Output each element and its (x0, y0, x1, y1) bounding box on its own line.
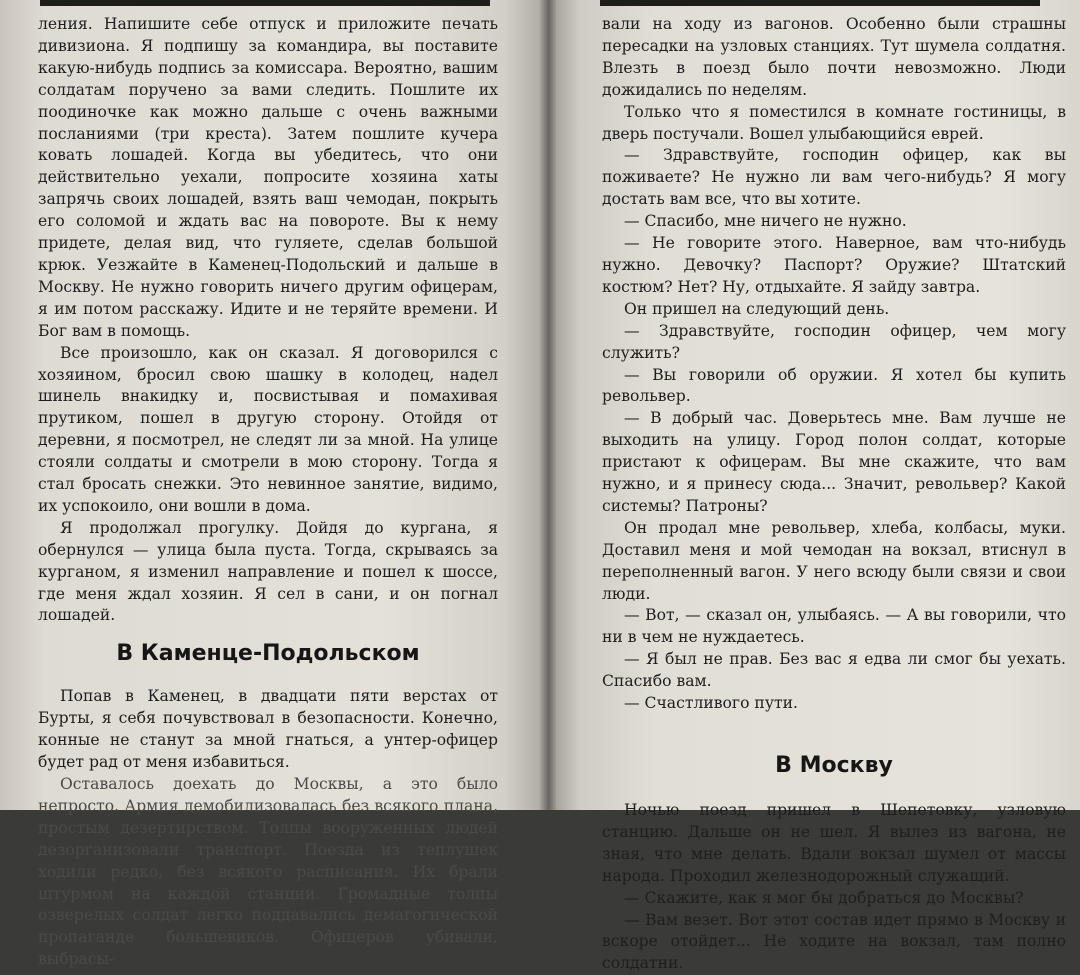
dialogue-line: — Вы говорили об оружии. Я хотел бы купить револьвер. (602, 365, 1066, 406)
section-heading-kamenets: В Каменце-Подольском (116, 641, 420, 667)
dialogue-line: — Спасибо, мне ничего не нужно. (624, 212, 907, 231)
left-top-rule (40, 0, 490, 6)
left-paragraph-2: Все произошло, как он сказал. Я договорился с хозяином, бросил свою шашку в колодец, надел шинель внакидку и, посвистывая и помахивая прутиком, пошел в другую сторону. Отойдя от деревни, я посмотрел, не следят ли за мной. На улице стояли солдаты и смотрели в мою сторону. Тогда я стал бросать снежки. Это невинное занятие, видимо, их успокоило, они вошли в дома. (38, 343, 498, 515)
right-intro-paragraph: вали на ходу из вагонов. Особенно были страшны пересадки на узловых станциях. Тут шумела солдатня. Влезть в поезд было почти невозможно. Люди дожидались по неделям. (602, 15, 1066, 99)
section-heading-moscow: В Москву (775, 753, 893, 778)
right-paragraph-2: Только что я поместился в комнате гостиницы, в дверь постучали. Вошел улыбающийся еврей. (602, 102, 1066, 143)
right-paragraph-3: Он пришел на следующий день. (624, 299, 890, 318)
left-paragraph-4: Попав в Каменец, в двадцати пяти верстах от Бурты, я себя почувствовал в безопасности. Конечно, конные не станут за мной гнаться, а унтер-офицер будет рад от меня избавиться. (38, 687, 498, 772)
book-gutter (540, 0, 556, 810)
right-paragraph-4: Он продал мне револьвер, хлеба, колбасы, муки. Доставил меня и мой чемодан на вокзал, втиснул в переполненный вагон. У него всюду были связи и свои люди. (602, 518, 1066, 603)
dialogue-line: — Не говорите этого. Наверное, вам что-нибудь нужно. Девочку? Паспорт? Оружие? Штатский костюм? Нет? Ну, отдыхайте. Я зайду завтра. (602, 234, 1066, 296)
dialogue-line: — Скажите, как я мог бы добраться до Москвы? (624, 888, 1024, 907)
left-paragraph-5: Оставалось доехать до Москвы, а это было непросто. Армия демобилизовалась без всякого плана, простым дезертирством. Толпы вооруженных людей дезорганизовали транспорт. Поезда из теплушек ходили редко, без всякого расписания. Их брали штурмом на каждой станции. Громадные толпы озверелых солдат легко поддавались демагогической пропаганде большевиков. Офицеров убивали, выбрасы- (38, 775, 498, 969)
right-page (548, 0, 1080, 973)
dialogue-line: — В добрый час. Доверьтесь мне. Вам лучше не выходить на улицу. Город полон солдат, которые пристают к офицерам. Вы мне скажите, что вам нужно, и я принесу сюда... Значит, револьвер? Какой системы? Патроны? (602, 409, 1066, 515)
dialogue-line: — Вот, — сказал он, улыбаясь. — А вы говорили, что ни в чем не нуждаетесь. (602, 606, 1066, 647)
dialogue-line: — Вам везет. Вот этот состав идет прямо в Москву и вскоре отойдет... Не ходите на вокзал, там полно солдатни. (602, 910, 1066, 973)
dialogue-line: — Здравствуйте, господин офицер, как вы поживаете? Не нужно ли вам чего-нибудь? Я могу достать вам все, что вы хотите. (602, 146, 1066, 209)
dialogue-line: — Счастливого пути. (624, 694, 798, 713)
dialogue-line: — Здравствуйте, господин офицер, чем могу служить? (602, 321, 1066, 362)
right-paragraph-5: Ночью поезд пришел в Шепетовку, узловую станцию. Дальше он не шел. Я вылез из вагона, не зная, что мне делать. Вдали вокзал шумел от массы народа. Проходил железнодорожный служащий. (602, 801, 1066, 885)
left-intro-paragraph: ления. Напишите себе отпуск и приложите печать дивизиона. Я подпишу за командира, вы поставите какую-нибудь подпись за комиссара. Вероятно, вашим солдатам поручено за вами следить. Пошлите их поодиночке как можно дальше с очень важными посланиями (три креста). Затем пошлите кучера ковать лошадей. Когда вы убедитесь, что они действительно уехали, попросите хозяина хаты запрячь своих лошадей, взять ваш чемодан, покрыть его соломой и ждать вас на повороте. Вы к нему придете, делая вид, что гуляете, сделав большой крюк. Уезжайте в Каменец-Подольский и дальше в Москву. Не нужно говорить ничего другим офицерам, я им потом расскажу. Идите и не теряйте времени. И Бог вам в помощь. (38, 15, 498, 340)
dialogue-line: — Я был не прав. Без вас я едва ли смог бы уехать. Спасибо вам. (602, 650, 1066, 691)
left-paragraph-3: Я продолжал прогулку. Дойдя до кургана, я обернулся — улица была пуста. Тогда, скрываясь за курганом, я изменил направление и пошел к шоссе, где меня ждал хозяин. Я сел в сани, и он погнал лошадей. (38, 518, 498, 625)
right-top-rule (600, 0, 1040, 6)
